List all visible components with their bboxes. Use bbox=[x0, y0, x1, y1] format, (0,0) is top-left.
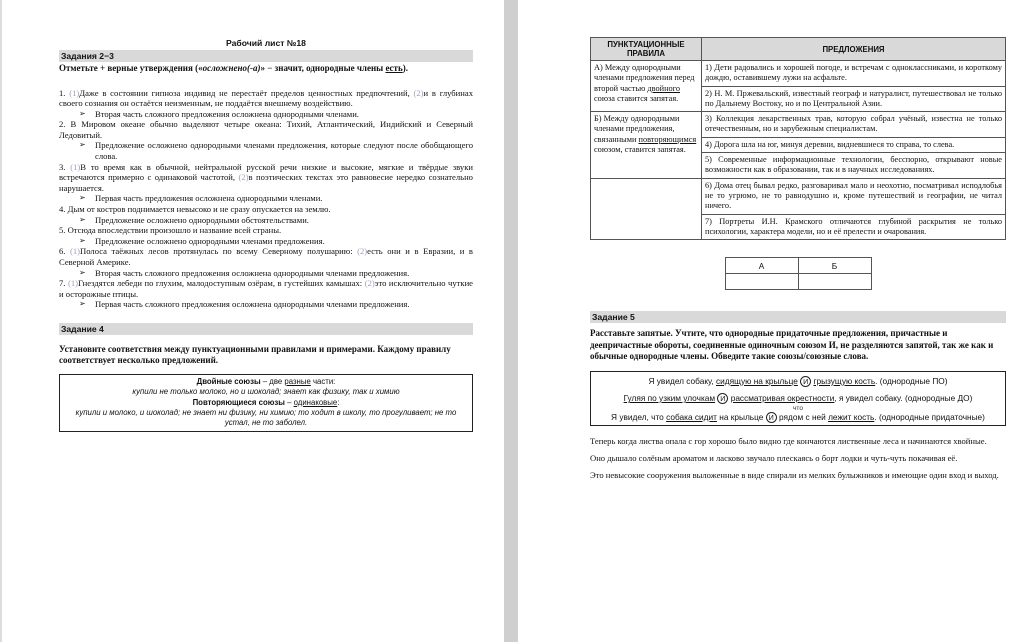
statement-1: 1. (1)Даже в состоянии гипноза индивид не перестаёт пределов ценностных предпочтений, (2)и в глубинах своего сознания он остаётся неизменным, не поддаётся внешнему воздействию. ➢ Вторая часть сложного предложения осложнена однородными членами. bbox=[59, 88, 473, 120]
table-header-rules: ПУНКТУАЦИОННЫЕ ПРАВИЛА bbox=[591, 38, 702, 61]
statement-4: 4. Дым от костров поднимается невысоко и не сразу опускается на землю. ➢ Предложение осложнено однородными обстоятельствами. bbox=[59, 204, 473, 225]
exercise-paragraph-3: Это невысокие сооружения выложенные в виде спирали из мелких булыжников и имеющие один вход и выход. bbox=[590, 470, 999, 481]
exercise-paragraph-2: Оно дышало солёным ароматом и ласково звучало плескаясь о борт лодки и чуть-чуть покачивая её. bbox=[590, 453, 958, 464]
matching-table bbox=[590, 37, 1006, 240]
statement-claim[interactable]: ➢ Предложение осложнено однородными членами предложения. bbox=[59, 236, 473, 247]
answer-cell-a[interactable] bbox=[725, 274, 798, 290]
example-2: 2) Н. М. Пржевальский, известный географ и натуралист, путешествовал не только по Дальнему Востоку, но и по Центральной Азии. bbox=[702, 86, 1006, 112]
answer-table bbox=[725, 257, 872, 290]
example-3: 3) Коллекция лекарственных трав, которую собрал учёный, известна не только отечественным, но и зарубежным специалистам. bbox=[702, 112, 1006, 138]
example-5: 5) Современные информационные технологии, бесспорно, открывают новые возможности как в образовании, так и в научных исследованиях. bbox=[702, 153, 1006, 179]
superscript-chto: что bbox=[793, 404, 803, 412]
task-2-3-instruction: Отметьте + верные утверждения («осложнено(-а)» − значит, однородные члены есть). bbox=[59, 63, 408, 73]
circled-conjunction: И bbox=[766, 412, 777, 423]
statement-2: 2. В Мировом океане обычно выделяют четыре океана: Тихий, Атлантический, Индийский и Северный Ледовитый. ➢ Предложение осложнено однородными членами предложения, которые следуют после обобщающего слова. bbox=[59, 119, 473, 161]
example-line-2: Гуляя по узким улочкам И рассматривая окрестности, я увидел собаку. (однородные ДО) bbox=[623, 393, 973, 404]
statement-claim[interactable]: ➢ Предложение осложнено однородными членами предложения, которые следуют после обобщающего слова. bbox=[59, 140, 473, 161]
example-1: 1) Дети радовались и хорошей погоде, и встречам с одноклассниками, и короткому дождю, оставившему лужи на асфальте. bbox=[702, 61, 1006, 87]
statement-claim[interactable]: ➢ Первая часть предложения осложнена однородными членами. bbox=[59, 193, 473, 204]
example-7: 7) Портреты И.Н. Крамского отличаются глубиной раскрытия не только психологии, характера модели, но и её прелести и очарования. bbox=[702, 214, 1006, 240]
page-gap bbox=[504, 0, 518, 642]
task-5-heading: Задание 5 bbox=[590, 311, 1006, 323]
example-4: 4) Дорога шла на юг, минуя деревни, видневшиеся то справа, то слева. bbox=[702, 137, 1006, 152]
circled-conjunction: И bbox=[717, 393, 728, 404]
statement-claim[interactable]: ➢ Вторая часть сложного предложения осложнена однородными членами. bbox=[59, 109, 473, 120]
statement-3: 3. (1)В то время как в обычной, нейтральной русской речи низкие и высокие, мягкие и твёрдые звуки встречаются примерно с одинаковой частотой, (2)в поэтических текстах это равновесие нередко сознательно нарушается. ➢ Первая часть предложения осложнена однородными членами. bbox=[59, 162, 473, 204]
answer-header-b: Б bbox=[798, 258, 871, 274]
statement-claim[interactable]: ➢ Вторая часть сложного предложения осложнена однородными членами предложения. bbox=[59, 268, 473, 279]
answer-cell-b[interactable] bbox=[798, 274, 871, 290]
statement-6: 6. (1)Полоса таёжных лесов протянулась по всему Северному полушарию: (2)есть они и в Евразии, и в Северной Америке. ➢ Вторая часть сложного предложения осложнена однородными членами предложения. bbox=[59, 246, 473, 278]
example-6: 6) Дома отец бывал редко, разговаривал мало и неохотно, посматривал исподлобья не то угрюмо, не то равнодушно и, кроме путешествий и географии, не читал ничего. bbox=[702, 178, 1006, 214]
example-line-3: Я увидел, что собака сидит на крыльце И рядом с ней лежит кость. (однородные придаточные) bbox=[611, 411, 985, 422]
table-header-sentences: ПРЕДЛОЖЕНИЯ bbox=[702, 38, 1006, 61]
circled-conjunction: И bbox=[800, 376, 811, 387]
answer-header-a: А bbox=[725, 258, 798, 274]
page-right bbox=[518, 0, 1024, 642]
worksheet-title: Рабочий лист №18 bbox=[226, 38, 306, 48]
example-line-1: Я увидел собаку, сидящую на крыльце И грызущую кость. (однородные ПО) bbox=[648, 375, 948, 386]
task-2-3-heading: Задания 2−3 bbox=[59, 50, 473, 62]
conjunctions-hint-box: Двойные союзы – две разные части: купили не только молоко, но и шоколад; знает как физику, так и химию Повторяющиеся союзы – одинаковые: купили и молоко, и шоколад; не знает ни физику, ни химию; то ходит в школу, то прогуливает; не то устал, не то заболел. bbox=[59, 374, 473, 432]
examples-box bbox=[590, 371, 1006, 427]
rule-empty bbox=[591, 178, 702, 239]
exercise-paragraph-1: Теперь когда листва опала с гор хорошо было видно где кончаются лиственные леса и начинаются хвойные. bbox=[590, 436, 987, 447]
task-4-instruction: Установите соответствия между пунктуационными правилами и примерами. Каждому правилу соответствует несколько предложений. bbox=[59, 343, 451, 366]
rule-a: А) Между однородными членами предложения перед второй частью двойного союза ставится запятая. bbox=[591, 61, 702, 112]
rule-b: Б) Между однородными членами предложения, связанными повторяющимся союзом, ставится запятая. bbox=[591, 112, 702, 178]
statement-7: 7. (1)Гнездятся лебеди по глухим, малодоступным озёрам, в густейших камышах: (2)это исключительно чуткие и осторожные птицы. ➢ Первая часть сложного предложения осложнена однородными членами предложения. bbox=[59, 278, 473, 310]
statement-claim[interactable]: ➢ Первая часть сложного предложения осложнена однородными членами предложения. bbox=[59, 299, 473, 310]
statement-5: 5. Отсюда впоследствии произошло и название всей страны. ➢ Предложение осложнено однородными членами предложения. bbox=[59, 225, 473, 246]
statement-list bbox=[59, 88, 473, 310]
task-5-instruction: Расставьте запятые. Учтите, что однородные придаточные предложения, причастные и деепричастные обороты, соединенные одиночным союзом И, не разделяются запятой, так же как и обычные однородные члены. Обведите такие союзы/союзные слова. bbox=[590, 328, 994, 362]
statement-claim[interactable]: ➢ Предложение осложнено однородными обстоятельствами. bbox=[59, 215, 473, 226]
page-left bbox=[2, 0, 504, 642]
task-4-heading: Задание 4 bbox=[59, 323, 473, 335]
